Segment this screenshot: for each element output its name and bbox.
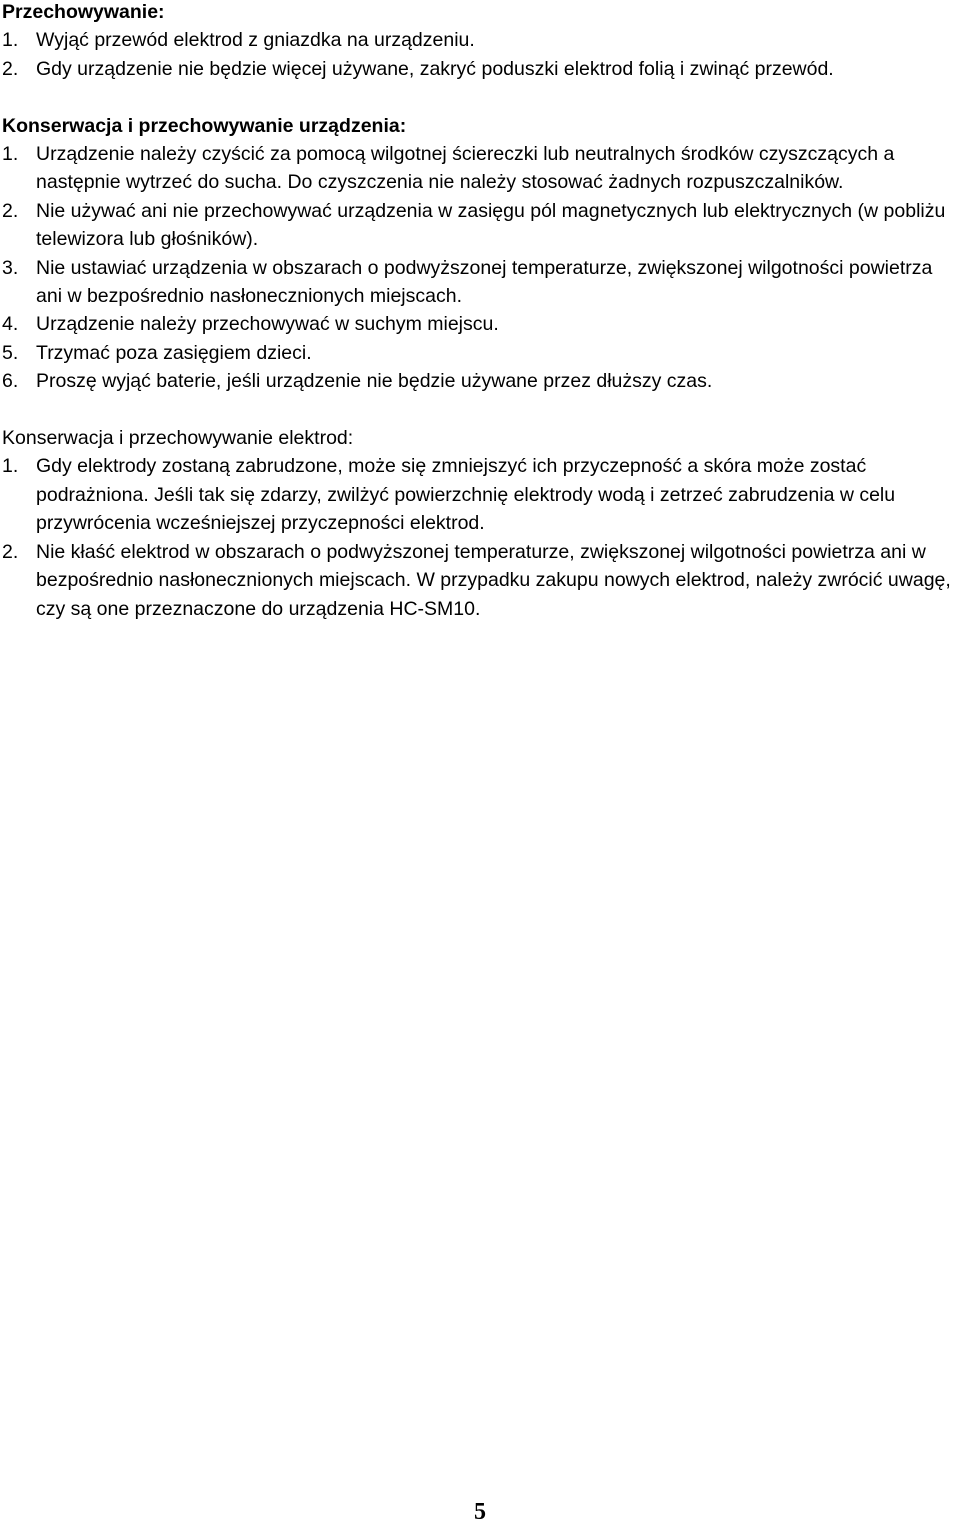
list-item-text: Nie ustawiać urządzenia w obszarach o podwyższonej temperaturze, zwiększonej wilgotności powietrza ani w bezpośrednio nasłonecznionych miejscach. [36, 256, 933, 308]
list-item-number: 1. [2, 29, 19, 52]
electrode-care-heading: Konserwacja i przechowywanie elektrod: [2, 427, 354, 450]
electrode-care-item-1 [2, 452, 958, 537]
list-item-number: 1. [2, 143, 19, 166]
list-item-text: Urządzenie należy czyścić za pomocą wilgotnej ściereczki lub neutralnych środków czyszczących a następnie wytrzeć do sucha. Do czyszczenia nie należy stosować żadnych rozpuszczalników. [36, 143, 895, 194]
device-care-section [2, 112, 958, 396]
list-item-number: 2. [2, 199, 19, 222]
list-item-number: 6. [2, 370, 19, 393]
list-item-text: Nie używać ani nie przechowywać urządzenia w zasięgu pól magnetycznych lub elektrycznych (w pobliżu telewizora lub głośników). [36, 199, 946, 251]
list-item-text: Urządzenie należy przechowywać w suchym miejscu. [36, 313, 499, 336]
document-page [2, 0, 958, 623]
list-item-number: 2. [2, 540, 19, 563]
list-item-text: Trzymać poza zasięgiem dzieci. [36, 341, 312, 364]
page-number: 5 [474, 1499, 486, 1525]
device-care-item-2 [2, 197, 958, 254]
list-item-number: 2. [2, 57, 19, 80]
list-item-number: 1. [2, 455, 19, 478]
list-item-number: 4. [2, 313, 19, 336]
storage-item-2 [2, 55, 958, 83]
list-item-text: Nie kłaść elektrod w obszarach o podwyższonej temperaturze, zwiększonej wilgotności powietrza ani w bezpośrednio nasłonecznionych miejscach. W przypadku zakupu nowych elektrod, należy zwrócić uwagę, czy są one przeznaczone do urządzenia HC-SM10. [36, 540, 951, 620]
storage-section [2, 0, 958, 83]
storage-item-1 [2, 26, 958, 54]
device-care-item-6 [2, 367, 958, 395]
list-item-number: 5. [2, 341, 19, 364]
device-care-heading: Konserwacja i przechowywanie urządzenia: [2, 114, 407, 137]
storage-heading: Przechowywanie: [2, 1, 165, 23]
list-item-number: 3. [2, 256, 19, 279]
storage-list [2, 26, 958, 83]
electrode-care-section [2, 424, 958, 623]
device-care-item-3 [2, 254, 958, 311]
list-item-text: Gdy urządzenie nie będzie więcej używane, zakryć poduszki elektrod folią i zwinąć przewód. [36, 57, 834, 80]
device-care-item-4 [2, 310, 958, 338]
device-care-list [2, 140, 958, 396]
device-care-item-1 [2, 140, 958, 197]
list-item-text: Gdy elektrody zostaną zabrudzone, może się zmniejszyć ich przyczepność a skóra może zostać podrażniona. Jeśli tak się zdarzy, zwilżyć powierzchnię elektrody wodą i zetrzeć zabrudzenia w celu przywrócenia wcześniejszej przyczepności elektrod. [36, 455, 896, 535]
list-item-text: Wyjąć przewód elektrod z gniazdka na urządzeniu. [36, 29, 475, 52]
list-item-text: Proszę wyjąć baterie, jeśli urządzenie nie będzie używane przez dłuższy czas. [36, 370, 713, 393]
electrode-care-list [2, 452, 958, 622]
electrode-care-item-2 [2, 538, 958, 623]
device-care-item-5 [2, 339, 958, 367]
